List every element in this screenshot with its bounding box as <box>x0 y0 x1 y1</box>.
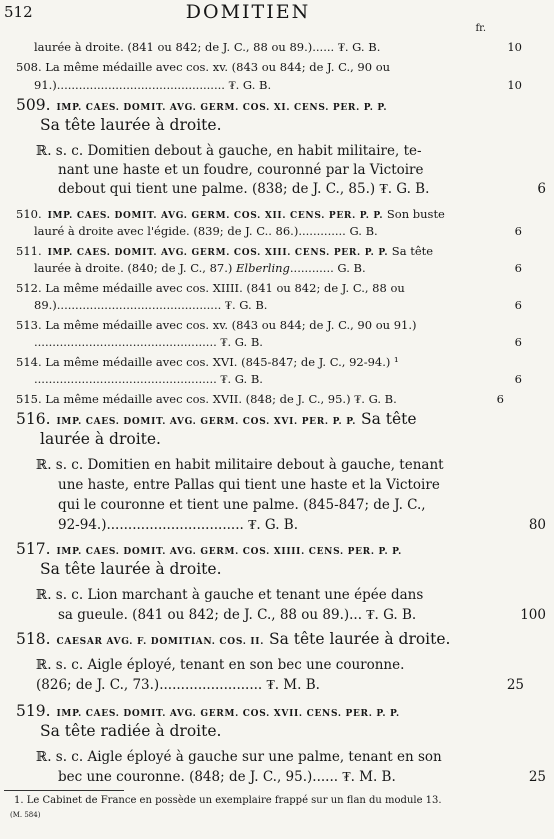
catalogue-line <box>0 222 530 240</box>
line-text: debout qui tient une palme. (838; de J. C., 85.) ₮. G. B. <box>58 181 430 197</box>
catalogue-line <box>0 456 532 474</box>
line-text: laurée à droite. (840; de J. C., 87.) <box>34 261 233 275</box>
catalogue-line <box>0 353 512 371</box>
catalogue-line <box>0 656 532 674</box>
catalogue-line <box>0 702 512 723</box>
line-text: (826; de J. C., 73.)........................ ₮. M. B. <box>36 677 320 693</box>
catalogue-line <box>0 279 512 297</box>
catalogue-line <box>0 259 530 277</box>
line-text: Sa tête radiée à droite. <box>40 722 222 740</box>
catalogue-line <box>0 390 512 408</box>
line-text: laurée à droite. <box>40 430 161 448</box>
catalogue-line <box>0 768 554 786</box>
catalogue-line <box>0 476 554 494</box>
catalogue-line <box>0 96 512 117</box>
catalogue-line <box>0 296 530 314</box>
catalogue-line <box>0 430 536 448</box>
line-tail: Sa tête <box>388 244 434 258</box>
price-value: 6 <box>514 261 522 275</box>
line-tail: Sa tête <box>356 410 417 428</box>
price-value: 25 <box>506 677 524 693</box>
line-text: 508. La même médaille avec cos. xv. (843 ou 844; de J. C., 90 ou <box>16 60 391 74</box>
line-text: sa gueule. (841 ou 842; de J. C., 88 ou 89.)... ₮. G. B. <box>58 607 417 623</box>
line-text: 511. <box>16 244 42 258</box>
line-text: ℝ. s. c. Aigle éployé, tenant en son bec une couronne. <box>36 657 405 673</box>
catalogue-line <box>0 496 554 514</box>
line-text: bec une couronne. (848; de J. C., 95.)...... ₮. M. B. <box>58 769 396 785</box>
catalogue-line <box>0 586 532 604</box>
price-unit-label: fr. <box>475 23 486 34</box>
catalogue-line <box>0 722 536 740</box>
catalogue-line <box>0 560 536 578</box>
line-text: 516. <box>16 410 51 428</box>
legend-inscription: IMP. CAES. DOMIT. AVG. GERM. COS. XIII. CENS. PER. P. P. <box>47 248 389 258</box>
price-value: 80 <box>528 517 546 533</box>
footnote-reference: (M. 584) <box>10 811 41 819</box>
catalogue-line <box>0 540 512 561</box>
catalogue-line <box>0 142 532 160</box>
catalogue-line <box>0 630 512 651</box>
price-value: 10 <box>507 40 522 54</box>
catalogue-line <box>0 676 532 694</box>
legend-inscription: CAESAR AVG. F. DOMITIAN. COS. II. <box>56 637 265 647</box>
price-value: 6 <box>514 335 522 349</box>
price-value: 6 <box>537 181 546 197</box>
line-text: 510. <box>16 207 42 221</box>
price-value: 10 <box>507 78 522 92</box>
price-value: 100 <box>520 607 546 623</box>
line-text: .................................................. ₮. G. B. <box>34 372 263 386</box>
line-text: laurée à droite. (841 ou 842; de J. C., 88 ou 89.)...... ₮. G. B. <box>34 40 381 54</box>
catalogue-line <box>0 333 530 351</box>
catalogue-line <box>0 58 512 76</box>
line-text: 515. La même médaille avec cos. XVII. (848; de J. C., 95.) ₮. G. B. <box>16 392 397 406</box>
legend-inscription: IMP. CAES. DOMIT. AVG. GERM. COS. XVI. PER. P. P. <box>56 417 357 427</box>
price-value: 6 <box>514 372 522 386</box>
catalogue-line <box>0 38 530 56</box>
line-text: ℝ. s. c. Domitien en habit militaire debout à gauche, tenant <box>36 457 444 473</box>
page-title: DOMITIEN <box>185 1 311 23</box>
catalogue-line <box>0 516 554 534</box>
catalogue-line <box>0 410 512 431</box>
line-text: 89.)............................................. ₮. G. B. <box>34 298 268 312</box>
catalogue-line <box>0 116 536 134</box>
catalogue-line <box>0 161 554 179</box>
price-value: 6 <box>514 224 522 238</box>
line-text: Sa tête laurée à droite. <box>40 116 222 134</box>
line-text: 514. La même médaille avec cos. XVI. (845-847; de J. C., 92-94.) ¹ <box>16 355 399 369</box>
catalogue-line <box>0 370 530 388</box>
line-text: lauré à droite avec l'égide. (839; de J. C.. 86.)............. G. B. <box>34 224 378 238</box>
legend-inscription: IMP. CAES. DOMIT. AVG. GERM. COS. XVII. CENS. PER. P. P. <box>56 709 400 719</box>
catalogue-line <box>0 180 554 198</box>
line-text: une haste, entre Pallas qui tient une haste et la Victoire <box>58 477 440 493</box>
line-text: ℝ. s. c. Lion marchant à gauche et tenant une épée dans <box>36 587 424 603</box>
line-text: 517. <box>16 540 51 558</box>
line-tail: ............ G. B. <box>289 261 366 275</box>
line-text: qui le couronne et tient une palme. (845-847; de J. C., <box>58 497 426 513</box>
price-value: 6 <box>514 298 522 312</box>
line-text: Sa tête laurée à droite. <box>40 560 222 578</box>
price-value: 25 <box>528 769 546 785</box>
catalogue-line <box>0 748 532 766</box>
legend-inscription: IMP. CAES. DOMIT. AVG. GERM. COS. XII. CENS. PER. P. P. <box>47 211 384 221</box>
line-tail: Son buste <box>383 207 445 221</box>
line-text: 509. <box>16 96 51 114</box>
catalogue-line <box>0 606 554 624</box>
line-text: ℝ. s. c. Aigle éployé à gauche sur une palme, tenant en son <box>36 749 442 765</box>
footnote-divider <box>4 790 124 791</box>
catalogue-line <box>0 316 512 334</box>
line-text: 92-94.)................................ ₮. G. B. <box>58 517 299 533</box>
line-tail: Sa tête laurée à droite. <box>264 630 451 648</box>
line-text: .................................................. ₮. G. B. <box>34 335 263 349</box>
line-text: 519. <box>16 702 51 720</box>
legend-inscription: IMP. CAES. DOMIT. AVG. GERM. COS. XI. CENS. PER. P. P. <box>56 103 388 113</box>
catalogue-line <box>0 76 530 94</box>
price-value: 6 <box>496 392 504 406</box>
line-text: 518. <box>16 630 51 648</box>
footnote: 1. Le Cabinet de France en possède un exemplaire frappé sur un flan du module 13. <box>14 795 442 806</box>
line-text: 513. La même médaille avec cos. xv. (843 ou 844; de J. C., 90 ou 91.) <box>16 318 417 332</box>
line-text: 512. La même médaille avec cos. XIIII. (841 ou 842; de J. C., 88 ou <box>16 281 405 295</box>
legend-inscription: IMP. CAES. DOMIT. AVG. GERM. COS. XIIII. CENS. PER. P. P. <box>56 547 402 557</box>
line-text: nant une haste et un foudre, couronné par la Victoire <box>58 162 424 178</box>
collector-name: Elberling <box>232 261 290 275</box>
line-text: 91.).............................................. ₮. G. B. <box>34 78 272 92</box>
line-text: ℝ. s. c. Domitien debout à gauche, en habit militaire, te- <box>36 143 422 159</box>
page-number: 512 <box>4 3 33 21</box>
